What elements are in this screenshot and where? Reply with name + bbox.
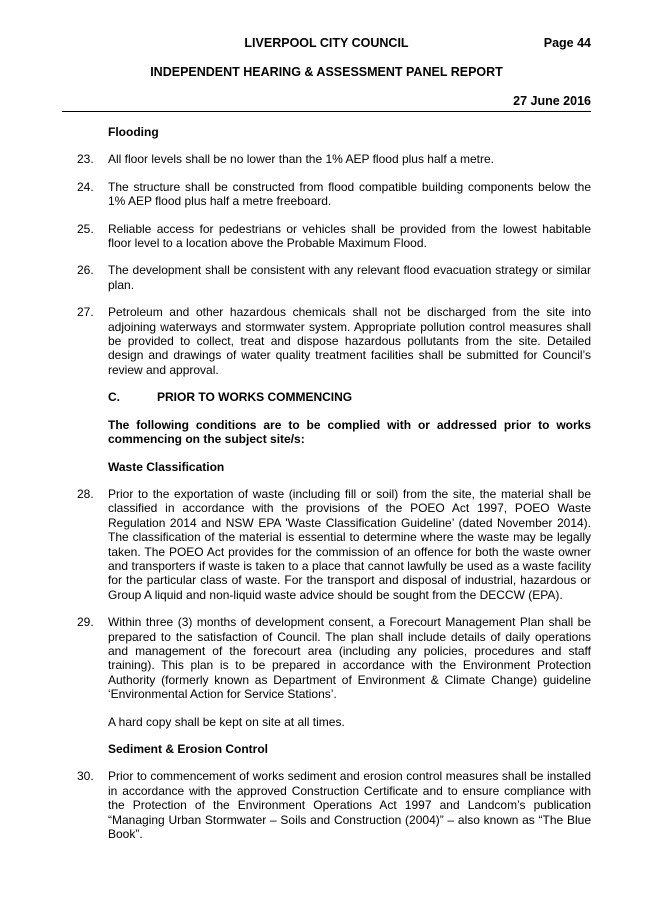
section-c-heading	[62, 390, 591, 404]
heading-sediment-erosion: Sediment & Erosion Control	[108, 742, 269, 756]
document-body	[62, 125, 591, 854]
page-number: Page 44	[543, 36, 591, 50]
condition-number: 29.	[77, 615, 94, 630]
condition-number: 27.	[77, 305, 94, 320]
condition-text: Within three (3) months of development consent, a Forecourt Management Plan shall be prepared to the satisfaction of Council. The plan shall include details of daily operations and management of the forecourt area (including any policies, procedures and staff training). This plan is to be prepared in accordance with the Environment Protection Authority (formerly known as Department of Environment & Climate Change) guideline ‘Environmental Action for Service Stations’.	[108, 615, 591, 702]
section-title: PRIOR TO WORKS COMMENCING	[157, 390, 353, 405]
condition-number: 30.	[77, 769, 94, 784]
report-date: 27 June 2016	[513, 94, 591, 108]
condition-number: 24.	[77, 179, 94, 194]
section-c-intro: The following conditions are to be complied with or addressed prior to works commencing on the subject site/s:	[108, 417, 591, 447]
header-rule	[62, 111, 591, 112]
council-name: LIVERPOOL CITY COUNCIL	[244, 36, 409, 50]
condition-text: Reliable access for pedestrians or vehicles shall be provided from the lowest habitable floor level to a location above the Probable Maximum Flood.	[108, 221, 591, 251]
hard-copy-note: A hard copy shall be kept on site at all times.	[108, 714, 345, 729]
condition-25	[62, 222, 591, 251]
section-letter: C.	[108, 390, 120, 405]
heading-waste-classification: Waste Classification	[108, 459, 225, 474]
condition-number: 25.	[77, 221, 94, 236]
condition-28	[62, 487, 591, 602]
heading-flooding: Flooding	[108, 125, 159, 139]
condition-text: The development shall be consistent with any relevant flood evacuation strategy or similar plan.	[108, 263, 591, 292]
condition-27	[62, 305, 591, 377]
condition-text: Petroleum and other hazardous chemicals shall not be discharged from the site into adjoining waterways and stormwater system. Appropriate pollution control measures shall be provided to collect, treat and dispose hazardous pollutants from the site. Detailed design and drawings of water quality treatment facilities shall be submitted for Council’s review and approval.	[108, 305, 591, 377]
condition-26	[62, 263, 591, 292]
condition-text: Prior to commencement of works sediment and erosion control measures shall be installed in accordance with the approved Construction Certificate and to ensure compliance with the Protection of the Environment Operations Act 1997 and Landcom’s publication “Managing Urban Stormwater – Soils and Construction (2004)” – also known as “The Blue Book”.	[108, 769, 591, 842]
condition-number: 23.	[77, 152, 94, 167]
condition-23	[62, 152, 591, 166]
condition-text: All floor levels shall be no lower than the 1% AEP flood plus half a metre.	[108, 152, 494, 167]
condition-text: The structure shall be constructed from flood compatible building components below the 1% AEP flood plus half a metre freeboard.	[108, 179, 591, 209]
report-title: INDEPENDENT HEARING & ASSESSMENT PANEL REPORT	[150, 65, 503, 79]
condition-number: 28.	[77, 486, 94, 501]
condition-number: 26.	[77, 263, 94, 278]
condition-29	[62, 615, 591, 701]
condition-30	[62, 769, 591, 841]
condition-24	[62, 180, 591, 209]
condition-text: Prior to the exportation of waste (including fill or soil) from the site, the material shall be classified in accordance with the provisions of the POEO Act 1997, POEO Waste Regulation 2014 and NSW EPA 'Waste Classification Guideline’ (dated November 2014). The classification of the material is essential to determine where the waste may be legally taken. The POEO Act provides for the commission of an offence for both the waste owner and transporters if waste is taken to a place that cannot lawfully be used as a waste facility for the particular class of waste. For the transport and disposal of industrial, hazardous or Group A liquid and non-liquid waste advice should be sought from the DECCW (EPA).	[108, 486, 591, 602]
